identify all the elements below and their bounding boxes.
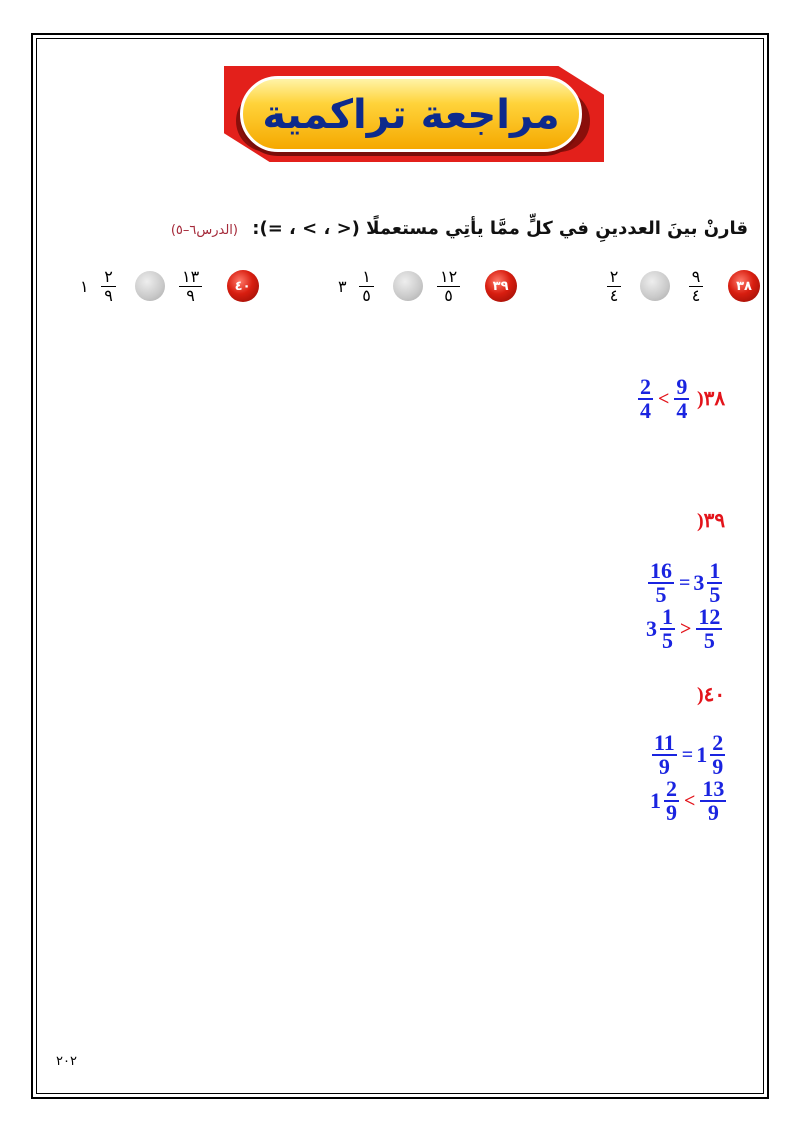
answer-39-label: ٣٩( (697, 510, 726, 532)
fraction-numerator: 12 (698, 604, 721, 629)
instruction-text (171, 218, 748, 239)
fraction-denominator: ٤ (609, 285, 619, 305)
answer-fraction (664, 778, 679, 824)
fraction-denominator: ٩ (186, 285, 195, 305)
problem-39-badge: ٣٩ (485, 270, 517, 302)
answer-39-line-1 (646, 560, 724, 606)
fraction-denominator: ٥ (362, 285, 371, 305)
fraction-denominator: 9 (666, 800, 677, 825)
whole-number: 3 (693, 570, 705, 595)
fraction-numerator: ٢ (607, 268, 622, 287)
problem-39-whole: ٣ (338, 276, 347, 296)
fraction-numerator: 1 (662, 604, 673, 629)
instruction-body: قارنْ بينَ العددينِ في كلٍّ ممَّا يأتِي مستعملًا (< ، > ، =): (252, 218, 748, 239)
problem-40-right-fraction (97, 268, 121, 305)
answer-39-line-2 (646, 606, 724, 652)
fraction-numerator: 1 (709, 558, 721, 583)
answer-40-line-1 (650, 732, 727, 778)
fraction-numerator: ١ (359, 268, 374, 287)
answer-fraction (638, 376, 653, 422)
fraction-denominator: 9 (658, 754, 670, 779)
fraction-denominator: 4 (640, 398, 651, 423)
answer-fraction (700, 778, 726, 824)
fraction-denominator: 5 (709, 582, 721, 607)
comparison-operator: < (658, 387, 670, 410)
problem-39-left-fraction (437, 268, 461, 305)
problem-40-left-fraction (179, 268, 203, 305)
answer-fraction (696, 606, 722, 652)
fraction-numerator: 2 (640, 374, 651, 399)
fraction-numerator: 9 (676, 374, 688, 399)
problem-38 (596, 258, 760, 314)
fraction-denominator: ٤ (691, 285, 701, 305)
fraction-numerator: 11 (654, 730, 675, 755)
problem-39-right-fraction (355, 268, 379, 305)
comparison-blank-circle[interactable] (393, 271, 423, 301)
answer-38 (636, 376, 691, 422)
problem-40-badge: ٤٠ (227, 270, 259, 302)
fraction-numerator: ١٢ (437, 268, 460, 287)
whole-number: 1 (650, 788, 661, 813)
answer-40-label: ٤٠( (697, 684, 726, 706)
problem-40-whole: ١ (80, 276, 89, 296)
page-title: مراجعة تراكمية (262, 92, 560, 138)
fraction-denominator: 9 (707, 800, 719, 825)
fraction-denominator: 5 (655, 582, 667, 607)
whole-number: 3 (646, 616, 657, 641)
fraction-numerator: 2 (712, 730, 724, 755)
answer-fraction (710, 732, 725, 778)
fraction-numerator: 13 (702, 776, 725, 801)
fraction-denominator: ٩ (104, 285, 113, 305)
fraction-numerator: 16 (650, 558, 672, 583)
answer-40-line-2 (650, 778, 728, 824)
problem-38-badge: ٣٨ (728, 270, 760, 302)
lesson-reference: (الدرس٦–٥) (170, 223, 238, 238)
fraction-numerator: ٢ (101, 268, 116, 287)
problem-38-right-fraction (602, 268, 626, 305)
answer-fraction (652, 732, 677, 778)
fraction-denominator: ٥ (444, 285, 453, 305)
comparison-blank-circle[interactable] (135, 271, 165, 301)
equals-sign: = (679, 571, 691, 594)
answer-38-label: ٣٨( (697, 388, 726, 410)
answer-fraction (674, 376, 689, 422)
fraction-denominator: 5 (662, 628, 673, 653)
comparison-operator: < (684, 789, 696, 812)
problem-40 (80, 258, 259, 314)
answer-fraction (660, 606, 675, 652)
whole-number: 1 (696, 742, 708, 767)
fraction-numerator: ١٣ (179, 268, 202, 287)
fraction-denominator: 5 (703, 628, 715, 653)
problem-39 (338, 258, 517, 314)
fraction-denominator: 9 (712, 754, 724, 779)
fraction-numerator: 2 (666, 776, 677, 801)
fraction-denominator: 4 (676, 398, 688, 423)
problem-38-left-fraction (684, 268, 708, 305)
answer-fraction (648, 560, 674, 606)
equals-sign: = (681, 743, 694, 766)
answer-fraction (707, 560, 722, 606)
comparison-operator: > (680, 617, 692, 640)
comparison-blank-circle[interactable] (640, 271, 670, 301)
page-number: ٢٠٢ (56, 1054, 77, 1069)
fraction-numerator: ٩ (689, 268, 704, 287)
